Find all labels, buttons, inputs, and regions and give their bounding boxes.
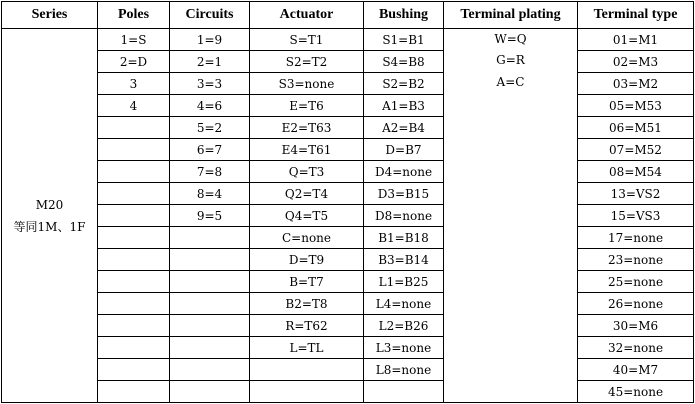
poles-cell: 4 (98, 95, 170, 117)
table-row (2, 337, 694, 359)
actuator-cell: E4=T61 (250, 139, 364, 161)
poles-cell: 3 (98, 73, 170, 95)
poles-cell (98, 161, 170, 183)
table-row (2, 359, 694, 381)
bushing-cell: D3=B15 (364, 183, 444, 205)
actuator-cell: Q=T3 (250, 161, 364, 183)
actuator-cell: C=none (250, 227, 364, 249)
table-row (2, 73, 694, 95)
table-row (2, 249, 694, 271)
actuator-cell: Q4=T5 (250, 205, 364, 227)
terminal-type-cell: 15=VS3 (578, 205, 694, 227)
bushing-cell: A2=B4 (364, 117, 444, 139)
bushing-cell: L2=B26 (364, 315, 444, 337)
bushing-cell: S2=B2 (364, 73, 444, 95)
actuator-cell: S2=T2 (250, 51, 364, 73)
bushing-cell (364, 381, 444, 403)
poles-cell (98, 183, 170, 205)
terminal-type-cell: 01=M1 (578, 29, 694, 51)
poles-cell (98, 293, 170, 315)
terminal-type-cell: 40=M7 (578, 359, 694, 381)
circuits-cell (170, 381, 250, 403)
bushing-cell: L4=none (364, 293, 444, 315)
circuits-cell: 2=1 (170, 51, 250, 73)
terminal-type-cell: 25=none (578, 271, 694, 293)
bushing-cell: B1=B18 (364, 227, 444, 249)
actuator-cell: S3=none (250, 73, 364, 95)
terminal-type-cell: 07=M52 (578, 139, 694, 161)
plating-item: W=Q (494, 32, 527, 46)
actuator-cell: D=T9 (250, 249, 364, 271)
terminal-type-cell: 26=none (578, 293, 694, 315)
bushing-cell: L8=none (364, 359, 444, 381)
header-terminal-type: Terminal type (578, 2, 694, 29)
circuits-cell: 3=3 (170, 73, 250, 95)
terminal-type-cell: 02=M3 (578, 51, 694, 73)
header-terminal-plating: Terminal plating (444, 2, 578, 29)
poles-cell: 2=D (98, 51, 170, 73)
circuits-cell: 7=8 (170, 161, 250, 183)
bushing-cell: A1=B3 (364, 95, 444, 117)
terminal-plating-cell (444, 29, 578, 403)
table-row (2, 271, 694, 293)
series-equivalent: 等同1M、1F (13, 219, 86, 234)
series-name: M20 (35, 197, 64, 212)
poles-cell (98, 271, 170, 293)
bushing-cell: L3=none (364, 337, 444, 359)
table-row (2, 381, 694, 403)
actuator-cell: B2=T8 (250, 293, 364, 315)
circuits-cell: 4=6 (170, 95, 250, 117)
circuits-cell: 1=9 (170, 29, 250, 51)
bushing-cell: L1=B25 (364, 271, 444, 293)
bushing-cell: D4=none (364, 161, 444, 183)
circuits-cell (170, 271, 250, 293)
poles-cell (98, 205, 170, 227)
header-row (2, 2, 694, 29)
header-poles: Poles (98, 2, 170, 29)
table-row (2, 51, 694, 73)
series-cell (2, 29, 98, 403)
terminal-type-cell: 45=none (578, 381, 694, 403)
table-row (2, 227, 694, 249)
bushing-cell: B3=B14 (364, 249, 444, 271)
actuator-cell: E2=T63 (250, 117, 364, 139)
circuits-cell: 8=4 (170, 183, 250, 205)
table-row (2, 139, 694, 161)
table-row (2, 29, 694, 51)
circuits-cell (170, 293, 250, 315)
circuits-cell (170, 249, 250, 271)
plating-item: A=C (496, 74, 525, 89)
table-row (2, 117, 694, 139)
terminal-type-cell: 13=VS2 (578, 183, 694, 205)
circuits-cell: 5=2 (170, 117, 250, 139)
table-row (2, 293, 694, 315)
circuits-cell (170, 337, 250, 359)
table-row (2, 205, 694, 227)
bushing-cell: S1=B1 (364, 29, 444, 51)
bushing-cell: S4=B8 (364, 51, 444, 73)
terminal-type-cell: 32=none (578, 337, 694, 359)
terminal-type-cell: 05=M53 (578, 95, 694, 117)
actuator-cell: R=T62 (250, 315, 364, 337)
terminal-type-cell: 23=none (578, 249, 694, 271)
actuator-cell: S=T1 (250, 29, 364, 51)
circuits-cell (170, 359, 250, 381)
header-series: Series (2, 2, 98, 29)
actuator-cell: E=T6 (250, 95, 364, 117)
circuits-cell (170, 227, 250, 249)
terminal-type-cell: 06=M51 (578, 117, 694, 139)
table-row (2, 95, 694, 117)
circuits-cell: 9=5 (170, 205, 250, 227)
bushing-cell: D8=none (364, 205, 444, 227)
poles-cell (98, 337, 170, 359)
poles-cell (98, 381, 170, 403)
poles-cell (98, 139, 170, 161)
actuator-cell (250, 381, 364, 403)
poles-cell (98, 249, 170, 271)
poles-cell (98, 359, 170, 381)
poles-cell (98, 315, 170, 337)
table-row (2, 183, 694, 205)
terminal-type-cell: 08=M54 (578, 161, 694, 183)
terminal-type-cell: 03=M2 (578, 73, 694, 95)
header-circuits: Circuits (170, 2, 250, 29)
poles-cell (98, 227, 170, 249)
circuits-cell: 6=7 (170, 139, 250, 161)
table-body (2, 29, 694, 403)
terminal-type-cell: 17=none (578, 227, 694, 249)
actuator-cell: L=TL (250, 337, 364, 359)
spec-table (1, 1, 694, 403)
actuator-cell: Q2=T4 (250, 183, 364, 205)
poles-cell (98, 117, 170, 139)
header-actuator: Actuator (250, 2, 364, 29)
circuits-cell (170, 315, 250, 337)
actuator-cell: B=T7 (250, 271, 364, 293)
plating-item: G=R (496, 53, 525, 68)
header-bushing: Bushing (364, 2, 444, 29)
table-row (2, 161, 694, 183)
actuator-cell (250, 359, 364, 381)
bushing-cell: D=B7 (364, 139, 444, 161)
poles-cell: 1=S (98, 29, 170, 51)
table-row (2, 315, 694, 337)
terminal-type-cell: 30=M6 (578, 315, 694, 337)
